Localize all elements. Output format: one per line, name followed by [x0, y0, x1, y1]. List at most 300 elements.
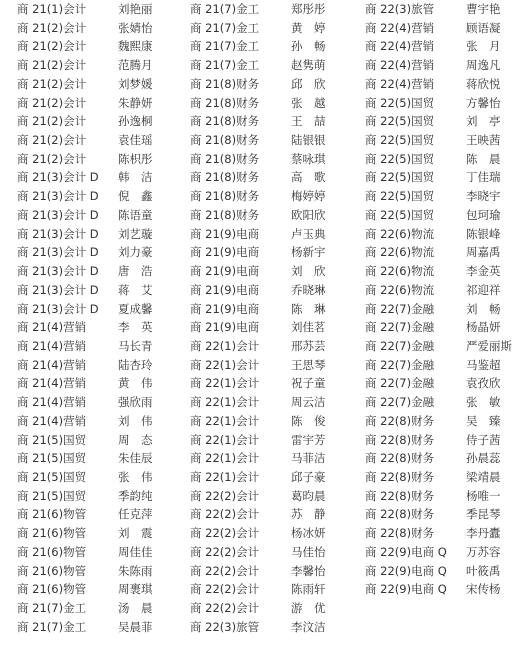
student-name: 朱佳辰 — [118, 451, 153, 466]
student-name: 祁迎祥 — [466, 282, 501, 297]
class-label: 商 21(9)电商 — [190, 226, 260, 241]
student-name: 吴晨菲 — [118, 619, 153, 634]
roster-row — [365, 300, 501, 319]
roster-row — [365, 281, 501, 300]
roster-row — [17, 562, 153, 581]
student-name: 倪 鑫 — [118, 189, 153, 204]
student-name: 任克萍 — [118, 507, 153, 522]
student-name: 刘 伟 — [118, 413, 153, 428]
student-name: 方馨怡 — [466, 95, 501, 110]
roster-row — [17, 412, 153, 431]
roster-row — [17, 599, 153, 618]
class-label: 商 21(9)电商 — [190, 301, 260, 316]
student-name: 万苏容 — [466, 544, 501, 559]
class-label: 商 21(4)营销 — [17, 395, 87, 410]
class-label: 商 22(7)金融 — [365, 320, 435, 335]
roster-row — [17, 337, 153, 356]
student-name: 刘佳茗 — [291, 320, 326, 335]
class-label: 商 22(6)物流 — [365, 245, 435, 260]
class-label: 商 21(7)金工 — [17, 619, 87, 634]
class-label: 商 22(4)营销 — [365, 39, 435, 54]
roster-row — [190, 19, 326, 38]
class-label: 商 22(2)会计 — [190, 507, 260, 522]
roster-row — [17, 243, 153, 262]
class-label: 商 22(6)物流 — [365, 282, 435, 297]
class-label: 商 22(2)会计 — [190, 488, 260, 503]
class-label: 商 22(1)会计 — [190, 357, 260, 372]
class-label: 商 21(8)财务 — [190, 207, 260, 222]
student-name: 葛昀晨 — [291, 488, 326, 503]
class-label: 商 22(8)财务 — [365, 469, 435, 484]
class-label: 商 21(6)物管 — [17, 582, 87, 597]
class-label: 商 22(2)会计 — [190, 563, 260, 578]
student-name: 孙晨蕊 — [466, 451, 501, 466]
roster-row — [17, 393, 153, 412]
class-label: 商 22(8)财务 — [365, 488, 435, 503]
student-name: 陈 俊 — [291, 413, 326, 428]
class-label: 商 21(8)财务 — [190, 151, 260, 166]
roster-row — [365, 468, 501, 487]
roster-row — [190, 431, 326, 450]
roster-column-2 — [190, 0, 326, 636]
roster-row — [17, 431, 153, 450]
student-name: 王映茜 — [466, 133, 501, 148]
student-name: 苏 静 — [291, 507, 326, 522]
roster-row — [190, 562, 326, 581]
class-label: 商 22(1)会计 — [190, 338, 260, 353]
roster-row — [365, 206, 501, 225]
roster-row — [365, 487, 501, 506]
roster-row — [365, 412, 501, 431]
roster-row — [365, 562, 501, 581]
class-label: 商 21(6)物管 — [17, 563, 87, 578]
class-label: 商 21(7)金工 — [17, 601, 87, 615]
roster-row — [365, 318, 501, 337]
class-label: 商 21(3)会计 D — [17, 245, 99, 260]
student-name: 张 越 — [291, 95, 326, 110]
roster-row — [190, 524, 326, 543]
class-label: 商 22(9)电商 Q — [365, 582, 447, 597]
student-name: 叶筱禹 — [466, 563, 501, 578]
student-name: 汤 晨 — [118, 601, 153, 615]
student-name: 李丹蠹 — [466, 526, 501, 541]
roster-row — [190, 618, 326, 637]
class-label: 商 22(1)会计 — [190, 395, 260, 410]
class-label: 商 22(6)物流 — [365, 226, 435, 241]
roster-row — [190, 281, 326, 300]
roster-column-3 — [365, 0, 512, 599]
class-label: 商 21(2)会计 — [17, 58, 87, 73]
student-name: 陈 晨 — [466, 151, 501, 166]
student-name: 赵隽萌 — [291, 58, 326, 73]
roster-row — [17, 580, 153, 599]
roster-row — [190, 0, 326, 19]
roster-row — [365, 543, 501, 562]
class-label: 商 21(8)财务 — [190, 133, 260, 148]
student-name: 马菲洁 — [291, 451, 326, 466]
student-name: 丁佳瑞 — [466, 170, 501, 185]
class-label: 商 21(4)营销 — [17, 357, 87, 372]
class-label: 商 21(8)财务 — [190, 189, 260, 204]
class-label: 商 22(9)电商 Q — [365, 563, 447, 578]
roster-row — [190, 37, 326, 56]
student-name: 吴 臻 — [466, 413, 501, 428]
student-name: 王 喆 — [291, 114, 326, 129]
roster-row — [190, 56, 326, 75]
student-name: 周云洁 — [291, 395, 326, 410]
roster-row — [365, 56, 501, 75]
class-label: 商 21(7)金工 — [190, 20, 260, 35]
class-label: 商 21(8)财务 — [190, 76, 260, 91]
student-name: 刘 震 — [118, 526, 153, 541]
student-name: 陈语童 — [118, 207, 153, 222]
roster-row — [17, 318, 153, 337]
student-name: 孙逸桐 — [118, 114, 153, 129]
roster-row — [365, 168, 501, 187]
class-label: 商 22(5)国贸 — [365, 170, 435, 185]
class-label: 商 22(2)会计 — [190, 544, 260, 559]
roster-row — [190, 505, 326, 524]
roster-row — [17, 150, 153, 169]
student-name: 刘 畅 — [466, 301, 501, 316]
student-name: 陈 琳 — [291, 301, 326, 316]
class-label: 商 21(7)金工 — [190, 2, 260, 16]
class-label: 商 21(9)电商 — [190, 282, 260, 297]
class-label: 商 21(3)会计 D — [17, 301, 99, 316]
class-label: 商 22(5)国贸 — [365, 189, 435, 204]
student-name: 乔晓琳 — [291, 282, 326, 297]
class-label: 商 21(8)财务 — [190, 170, 260, 185]
student-name: 周佳佳 — [118, 544, 153, 559]
student-name: 梅婷婷 — [291, 189, 326, 204]
roster-row — [365, 337, 512, 356]
student-name: 马鉴超 — [466, 357, 501, 372]
student-name: 袁佳瑶 — [118, 133, 153, 148]
student-name: 侍子茜 — [466, 432, 501, 447]
student-name: 刘梦媛 — [118, 76, 153, 91]
class-label: 商 21(2)会计 — [17, 133, 87, 148]
student-name: 袁孜欣 — [466, 376, 501, 391]
class-label: 商 21(3)会计 D — [17, 170, 99, 185]
student-name: 邱子豪 — [291, 469, 326, 484]
class-label: 商 21(6)物管 — [17, 526, 87, 541]
student-name: 严爱丽斯 — [466, 338, 512, 353]
student-name: 蒋 艾 — [118, 282, 153, 297]
roster-row — [190, 225, 326, 244]
student-name: 雷宇芳 — [291, 432, 326, 447]
roster-row — [17, 618, 153, 637]
roster-row — [17, 356, 153, 375]
roster-row — [190, 374, 326, 393]
student-name: 陈枳彤 — [118, 151, 153, 166]
class-label: 商 22(7)金融 — [365, 301, 435, 316]
student-name: 蔡咏琪 — [291, 151, 326, 166]
student-name: 高 歌 — [291, 170, 326, 185]
roster-row — [365, 243, 501, 262]
class-label: 商 22(3)旅管 — [190, 619, 260, 634]
class-label: 商 21(4)营销 — [17, 376, 87, 391]
class-label: 商 22(8)财务 — [365, 451, 435, 466]
class-label: 商 21(3)会计 D — [17, 189, 99, 204]
roster-column-1 — [17, 0, 153, 636]
roster-row — [190, 243, 326, 262]
class-label: 商 21(8)财务 — [190, 95, 260, 110]
roster-row — [365, 449, 501, 468]
student-name: 刘力豪 — [118, 245, 153, 260]
student-name: 陈银峰 — [466, 226, 501, 241]
roster-row — [17, 524, 153, 543]
class-label: 商 21(2)会计 — [17, 76, 87, 91]
roster-row — [17, 0, 153, 19]
class-label: 商 22(5)国贸 — [365, 207, 435, 222]
class-label: 商 22(5)国贸 — [365, 114, 435, 129]
class-label: 商 21(9)电商 — [190, 320, 260, 335]
student-name: 祝子童 — [291, 376, 326, 391]
class-label: 商 21(7)金工 — [190, 39, 260, 54]
class-label: 商 22(5)国贸 — [365, 95, 435, 110]
class-label: 商 22(5)国贸 — [365, 133, 435, 148]
roster-row — [190, 543, 326, 562]
roster-row — [17, 449, 153, 468]
student-name: 李晓宇 — [466, 189, 501, 204]
class-label: 商 21(9)电商 — [190, 245, 260, 260]
class-label: 商 22(7)金融 — [365, 376, 435, 391]
student-name: 马佳怡 — [291, 544, 326, 559]
roster-row — [365, 431, 501, 450]
student-name: 魏熙康 — [118, 39, 153, 54]
class-label: 商 21(2)会计 — [17, 114, 87, 129]
roster-row — [190, 206, 326, 225]
roster-row — [190, 300, 326, 319]
roster-row — [190, 75, 326, 94]
class-label: 商 22(7)金融 — [365, 395, 435, 410]
student-name: 陆杏玲 — [118, 357, 153, 372]
roster-row — [190, 112, 326, 131]
roster-row — [190, 412, 326, 431]
student-name: 周 态 — [118, 432, 153, 447]
roster-row — [365, 19, 501, 38]
class-label: 商 21(8)财务 — [190, 114, 260, 129]
roster-row — [190, 318, 326, 337]
roster-row — [365, 37, 501, 56]
roster-row — [17, 131, 153, 150]
roster-row — [17, 19, 153, 38]
roster-row — [190, 487, 326, 506]
student-name: 朱静妍 — [118, 95, 153, 110]
student-name: 宋传杨 — [466, 582, 501, 597]
roster-row — [17, 262, 153, 281]
class-label: 商 22(7)金融 — [365, 357, 435, 372]
roster-row — [190, 337, 326, 356]
roster-row — [365, 150, 501, 169]
roster-row — [365, 94, 501, 113]
class-label: 商 22(1)会计 — [190, 376, 260, 391]
roster-row — [190, 187, 326, 206]
student-name: 李金英 — [466, 264, 501, 279]
student-name: 梁靖晨 — [466, 469, 501, 484]
class-label: 商 21(4)营销 — [17, 338, 87, 353]
class-label: 商 22(1)会计 — [190, 469, 260, 484]
class-label: 商 21(3)会计 D — [17, 282, 99, 297]
student-name: 周嘉禹 — [466, 245, 501, 260]
class-label: 商 22(2)会计 — [190, 526, 260, 541]
student-name: 唐 浩 — [118, 264, 153, 279]
class-label: 商 22(6)物流 — [365, 264, 435, 279]
student-name: 杨新宇 — [291, 245, 326, 260]
roster-row — [190, 356, 326, 375]
class-label: 商 21(7)金工 — [190, 58, 260, 73]
class-label: 商 21(3)会计 D — [17, 226, 99, 241]
student-name: 曹宇艳 — [466, 2, 501, 16]
class-label: 商 21(5)国贸 — [17, 451, 87, 466]
student-name: 李汶洁 — [291, 619, 326, 634]
roster-row — [17, 56, 153, 75]
roster-row — [17, 281, 153, 300]
roster-row — [17, 468, 153, 487]
class-label: 商 21(4)营销 — [17, 320, 87, 335]
roster-row — [17, 206, 153, 225]
student-name: 周逸凡 — [466, 58, 501, 73]
roster-row — [365, 524, 501, 543]
roster-row — [365, 112, 501, 131]
student-name: 强欣雨 — [118, 395, 153, 410]
class-label: 商 22(5)国贸 — [365, 151, 435, 166]
class-label: 商 22(8)财务 — [365, 432, 435, 447]
roster-row — [17, 94, 153, 113]
roster-row — [190, 168, 326, 187]
class-label: 商 21(2)会计 — [17, 20, 87, 35]
roster-row — [365, 131, 501, 150]
roster-row — [190, 262, 326, 281]
student-name: 郑彤彤 — [291, 2, 326, 16]
roster-row — [190, 150, 326, 169]
student-name: 孙 畅 — [291, 39, 326, 54]
class-label: 商 22(1)会计 — [190, 451, 260, 466]
class-label: 商 22(8)财务 — [365, 413, 435, 428]
class-label: 商 22(4)营销 — [365, 58, 435, 73]
roster-row — [17, 75, 153, 94]
student-name: 马长青 — [118, 338, 153, 353]
class-label: 商 22(2)会计 — [190, 582, 260, 597]
class-label: 商 21(4)营销 — [17, 413, 87, 428]
student-name: 刘 亭 — [466, 114, 501, 129]
student-name: 夏成馨 — [118, 301, 153, 316]
student-name: 王思琴 — [291, 357, 326, 372]
student-name: 张 月 — [466, 39, 501, 54]
roster-row — [365, 393, 501, 412]
student-name: 杨晶妍 — [466, 320, 501, 335]
roster-row — [17, 225, 153, 244]
class-label: 商 22(3)旅管 — [365, 2, 435, 16]
roster-row — [17, 37, 153, 56]
student-name: 黄 伟 — [118, 376, 153, 391]
roster-row — [190, 449, 326, 468]
student-name: 杨唯一 — [466, 488, 501, 503]
class-label: 商 22(9)电商 Q — [365, 544, 447, 559]
student-name: 刘艺璇 — [118, 226, 153, 241]
class-label: 商 22(8)财务 — [365, 526, 435, 541]
class-label: 商 21(5)国贸 — [17, 488, 87, 503]
student-name: 欧阳欣 — [291, 207, 326, 222]
student-name: 杨冰妍 — [291, 526, 326, 541]
roster-row — [17, 112, 153, 131]
roster-row — [365, 505, 501, 524]
class-label: 商 21(5)国贸 — [17, 469, 87, 484]
student-name: 邢苏芸 — [291, 338, 326, 353]
roster-row — [190, 580, 326, 599]
class-label: 商 22(7)金融 — [365, 338, 435, 353]
roster-row — [190, 94, 326, 113]
roster-row — [365, 75, 501, 94]
class-label: 商 21(1)会计 — [17, 2, 87, 16]
roster-row — [17, 505, 153, 524]
student-name: 游 优 — [291, 601, 326, 615]
class-label: 商 21(6)物管 — [17, 507, 87, 522]
student-name: 顾语凝 — [466, 20, 501, 35]
class-label: 商 21(2)会计 — [17, 39, 87, 54]
student-name: 张婧怡 — [118, 20, 153, 35]
student-name: 张 敏 — [466, 395, 501, 410]
student-name: 蒋欣悦 — [466, 76, 501, 91]
student-name: 刘艳丽 — [118, 2, 153, 16]
roster-row — [365, 187, 501, 206]
roster-row — [365, 225, 501, 244]
roster-row — [365, 0, 501, 19]
student-name: 卢玉典 — [291, 226, 326, 241]
class-label: 商 21(5)国贸 — [17, 432, 87, 447]
roster-row — [365, 580, 501, 599]
roster-row — [190, 131, 326, 150]
student-name: 范腾月 — [118, 58, 153, 73]
roster-row — [17, 168, 153, 187]
student-name: 刘 欣 — [291, 264, 326, 279]
student-name: 陈雨轩 — [291, 582, 326, 597]
class-label: 商 21(3)会计 D — [17, 207, 99, 222]
roster-row — [365, 262, 501, 281]
class-label: 商 21(9)电商 — [190, 264, 260, 279]
student-name: 季韵纯 — [118, 488, 153, 503]
student-name: 黄 婷 — [291, 20, 326, 35]
roster-row — [17, 487, 153, 506]
student-name: 韩 洁 — [118, 170, 153, 185]
class-label: 商 22(2)会计 — [190, 601, 260, 615]
class-label: 商 21(2)会计 — [17, 151, 87, 166]
class-label: 商 21(3)会计 D — [17, 264, 99, 279]
student-name: 朱陈雨 — [118, 563, 153, 578]
student-name: 李馨怡 — [291, 563, 326, 578]
class-label: 商 21(6)物管 — [17, 544, 87, 559]
class-label: 商 22(1)会计 — [190, 432, 260, 447]
roster-row — [17, 374, 153, 393]
roster-row — [190, 468, 326, 487]
class-label: 商 22(4)营销 — [365, 20, 435, 35]
student-name: 邱 欣 — [291, 76, 326, 91]
student-name: 张 伟 — [118, 469, 153, 484]
roster-row — [365, 356, 501, 375]
class-label: 商 22(4)营销 — [365, 76, 435, 91]
student-name: 季昆琴 — [466, 507, 501, 522]
roster-row — [365, 374, 501, 393]
student-name: 李 英 — [118, 320, 153, 335]
student-name: 包珂瑜 — [466, 207, 501, 222]
class-label: 商 21(2)会计 — [17, 95, 87, 110]
class-label: 商 22(8)财务 — [365, 507, 435, 522]
student-name: 周裹琪 — [118, 582, 153, 597]
roster-row — [17, 187, 153, 206]
roster-row — [17, 543, 153, 562]
roster-row — [17, 300, 153, 319]
roster-row — [190, 599, 326, 618]
